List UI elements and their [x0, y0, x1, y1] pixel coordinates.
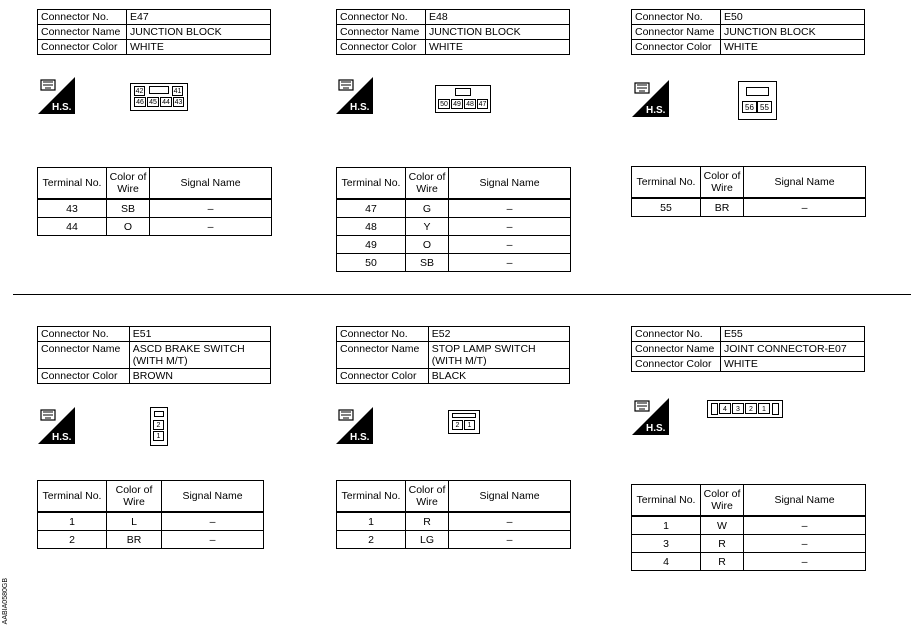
- terminal-table-e51: [37, 480, 264, 549]
- connector-block-e52: [336, 326, 570, 384]
- connector-info-table: [37, 326, 271, 384]
- table-row: 55 BR –: [632, 198, 866, 217]
- harness-side-icon: [632, 398, 669, 435]
- terminal-table-e52: [336, 480, 571, 549]
- label-connector-no: Connector No.: [632, 10, 721, 25]
- connector-color-value: BROWN: [129, 369, 270, 384]
- svg-text:H.S.: H.S.: [646, 423, 666, 434]
- connector-no-value: E47: [127, 10, 271, 25]
- label-connector-no: Connector No.: [38, 10, 127, 25]
- section-divider: [13, 294, 911, 295]
- figure-code: AABIA0580GB: [2, 578, 9, 625]
- header-terminal-no: Terminal No.: [632, 485, 701, 517]
- label-connector-name: Connector Name: [632, 342, 721, 357]
- svg-text:H.S.: H.S.: [52, 102, 72, 113]
- svg-text:H.S.: H.S.: [350, 432, 370, 443]
- connector-block-e50: [631, 9, 865, 55]
- connector-color-value: WHITE: [721, 40, 865, 55]
- connector-name-value: STOP LAMP SWITCH (WITH M/T): [428, 342, 569, 369]
- table-row: 1 L –: [38, 512, 264, 531]
- pin-label: 2: [452, 420, 463, 430]
- connector-color-value: WHITE: [426, 40, 570, 55]
- label-connector-name: Connector Name: [632, 25, 721, 40]
- pin-label: 1: [464, 420, 475, 430]
- pin-label: 50: [438, 99, 450, 109]
- svg-text:H.S.: H.S.: [646, 105, 666, 116]
- connector-no-value: E55: [721, 327, 865, 342]
- table-row: 2 LG –: [337, 531, 571, 549]
- svg-text:H.S.: H.S.: [350, 102, 370, 113]
- harness-side-icon: [336, 77, 373, 114]
- pin-label: 47: [478, 101, 487, 108]
- connector-no-value: E52: [428, 327, 569, 342]
- label-connector-color: Connector Color: [337, 369, 429, 384]
- header-signal-name: Signal Name: [744, 485, 866, 517]
- label-connector-no: Connector No.: [337, 327, 429, 342]
- header-color-of-wire: Color of Wire: [107, 481, 162, 513]
- header-terminal-no: Terminal No.: [38, 168, 107, 200]
- connector-no-value: E50: [721, 10, 865, 25]
- label-connector-name: Connector Name: [38, 342, 130, 369]
- connector-name-value: JOINT CONNECTOR-E07: [721, 342, 865, 357]
- harness-side-icon: [336, 407, 373, 444]
- connector-block-e51: [37, 326, 271, 384]
- header-terminal-no: Terminal No.: [632, 167, 701, 199]
- pin-label: 46: [134, 97, 146, 107]
- connector-block-e48: [336, 9, 570, 55]
- table-row: 50 SB –: [337, 254, 571, 272]
- connector-color-value: WHITE: [721, 357, 865, 372]
- pin-label: 1: [153, 431, 164, 441]
- header-color-of-wire: Color of Wire: [107, 168, 150, 200]
- pin-label: 49: [451, 99, 463, 109]
- connector-info-table: [336, 326, 570, 384]
- connector-info-table: [336, 9, 570, 55]
- terminal-table-e47: [37, 167, 272, 236]
- header-signal-name: Signal Name: [449, 481, 571, 513]
- label-connector-name: Connector Name: [38, 25, 127, 40]
- header-terminal-no: Terminal No.: [337, 168, 406, 200]
- table-row: 2 BR –: [38, 531, 264, 549]
- header-signal-name: Signal Name: [150, 168, 272, 200]
- terminal-table-e48: [336, 167, 571, 272]
- pin-label: 44: [160, 97, 172, 107]
- header-terminal-no: Terminal No.: [38, 481, 107, 513]
- label-connector-color: Connector Color: [38, 369, 130, 384]
- connector-info-table: [37, 9, 271, 55]
- header-signal-name: Signal Name: [744, 167, 866, 199]
- connector-face-e48: [435, 85, 491, 113]
- header-color-of-wire: Color of Wire: [406, 481, 449, 513]
- pin-label: 41: [173, 88, 182, 95]
- table-row: 1 W –: [632, 516, 866, 535]
- label-connector-color: Connector Color: [632, 40, 721, 55]
- label-connector-name: Connector Name: [337, 342, 429, 369]
- terminal-table-e55: [631, 484, 866, 571]
- header-color-of-wire: Color of Wire: [406, 168, 449, 200]
- pin-label: 1: [758, 403, 770, 414]
- pin-label: 2: [153, 420, 164, 430]
- pin-label: 3: [732, 403, 744, 414]
- pin-label: 43: [174, 99, 183, 106]
- connector-name-value: JUNCTION BLOCK: [127, 25, 271, 40]
- connector-color-value: WHITE: [127, 40, 271, 55]
- pin-label: 42: [135, 88, 144, 95]
- pin-label: 48: [464, 99, 476, 109]
- connector-face-e51: [150, 407, 168, 446]
- table-row: 44 O –: [38, 218, 272, 236]
- pin-label: 55: [757, 101, 772, 113]
- label-connector-color: Connector Color: [38, 40, 127, 55]
- pin-label: 45: [147, 97, 159, 107]
- header-terminal-no: Terminal No.: [337, 481, 406, 513]
- label-connector-color: Connector Color: [632, 357, 721, 372]
- table-row: 47 G –: [337, 199, 571, 218]
- connector-color-value: BLACK: [428, 369, 569, 384]
- svg-text:H.S.: H.S.: [52, 432, 72, 443]
- connector-block-e55: [631, 326, 865, 372]
- connector-no-value: E51: [129, 327, 270, 342]
- table-row: 49 O –: [337, 236, 571, 254]
- connector-face-e55: [707, 400, 783, 418]
- label-connector-no: Connector No.: [38, 327, 130, 342]
- connector-face-e50: [738, 81, 777, 120]
- connector-no-value: E48: [426, 10, 570, 25]
- connector-info-table: [631, 9, 865, 55]
- connector-name-value: JUNCTION BLOCK: [426, 25, 570, 40]
- table-row: 43 SB –: [38, 199, 272, 218]
- connector-name-value: ASCD BRAKE SWITCH (WITH M/T): [129, 342, 270, 369]
- header-color-of-wire: Color of Wire: [701, 485, 744, 517]
- header-color-of-wire: Color of Wire: [701, 167, 744, 199]
- header-signal-name: Signal Name: [449, 168, 571, 200]
- table-row: 3 R –: [632, 535, 866, 553]
- pin-label: 4: [719, 403, 731, 414]
- label-connector-no: Connector No.: [337, 10, 426, 25]
- label-connector-name: Connector Name: [337, 25, 426, 40]
- connector-name-value: JUNCTION BLOCK: [721, 25, 865, 40]
- table-row: 48 Y –: [337, 218, 571, 236]
- table-row: 4 R –: [632, 553, 866, 571]
- connector-info-table: [631, 326, 865, 372]
- terminal-table-e50: [631, 166, 866, 217]
- label-connector-color: Connector Color: [337, 40, 426, 55]
- harness-side-icon: [38, 407, 75, 444]
- connector-face-e47: [130, 83, 188, 111]
- header-signal-name: Signal Name: [162, 481, 264, 513]
- connector-block-e47: [37, 9, 271, 55]
- connector-face-e52: [448, 410, 480, 434]
- pin-label: 2: [745, 403, 757, 414]
- table-row: 1 R –: [337, 512, 571, 531]
- label-connector-no: Connector No.: [632, 327, 721, 342]
- harness-side-icon: [38, 77, 75, 114]
- pin-label: 56: [742, 101, 757, 113]
- harness-side-icon: [632, 80, 669, 117]
